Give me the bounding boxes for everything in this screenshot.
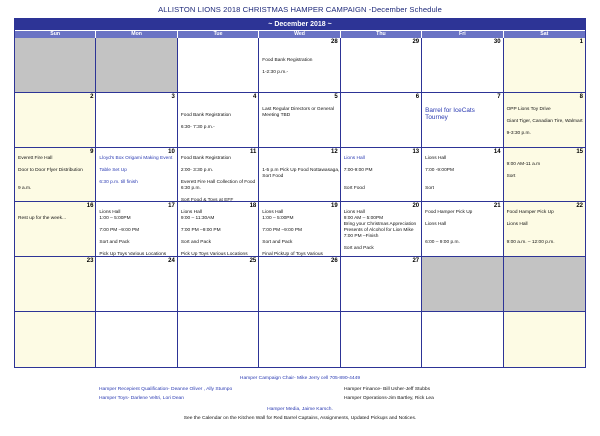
- calendar-day-cell[interactable]: [178, 202, 259, 257]
- event-line: OPP Lions Toy Drive: [506, 106, 551, 112]
- day-number: 14: [493, 148, 501, 155]
- event-list: [507, 210, 579, 246]
- calendar-day-cell[interactable]: [259, 312, 340, 367]
- calendar-day-cell[interactable]: [504, 93, 585, 148]
- event-line: Food Bank Registration: [180, 155, 231, 161]
- day-number: 9: [90, 148, 94, 155]
- event-list: [180, 155, 256, 203]
- event-list: [18, 156, 89, 192]
- day-number: 28: [331, 39, 338, 45]
- day-number: 7: [497, 93, 501, 100]
- calendar-day-cell[interactable]: [96, 202, 177, 257]
- day-number: 11: [249, 148, 257, 155]
- event-line: Lions Hall: [425, 222, 447, 228]
- event-line: 6:30 p.m. till finish: [99, 179, 138, 185]
- event-line: Sort and Pack: [99, 240, 130, 246]
- event-line: Giant Tiger, Canadian Tire, Walmart: [506, 118, 583, 124]
- event-list: [262, 156, 340, 180]
- event-line: 6:30 p.m.: [180, 185, 201, 191]
- calendar-grid: [15, 38, 585, 367]
- calendar-day-cell[interactable]: [259, 148, 340, 203]
- event-list: [506, 101, 583, 137]
- calendar-day-cell[interactable]: [96, 257, 177, 312]
- event-list: [425, 210, 496, 246]
- event-line: Lions Hall: [99, 210, 121, 216]
- calendar-day-cell[interactable]: [341, 93, 422, 148]
- event-line: Food Hamper Pick Up: [425, 210, 473, 216]
- kitchen-wall-note: See the Calendar on the Kitchen Wall for Red Barrel Captains, Assignments, Updated Pickups and Notices.: [183, 416, 417, 421]
- day-number: 4: [252, 93, 257, 100]
- event-list: [262, 46, 333, 76]
- event-list: [425, 101, 496, 121]
- event-line: Lions Hall: [262, 210, 284, 216]
- event-line: Sort Food & Toys at EFF: [180, 197, 234, 203]
- event-line: 9-3:30 p.m.: [506, 130, 531, 136]
- event-line: 1-2:30 p.m.-: [262, 70, 289, 75]
- calendar-day-cell[interactable]: [178, 38, 259, 93]
- event-line: 9:00 AM – 5:00PM: [343, 216, 384, 222]
- calendar-day-cell[interactable]: [15, 38, 96, 93]
- event-line: Lions Hall: [180, 210, 202, 216]
- day-number: 10: [168, 148, 175, 155]
- event-line: Sort: [506, 173, 516, 179]
- event-list: [181, 210, 252, 257]
- calendar-day-cell[interactable]: [178, 312, 259, 367]
- event-line: 7:00 PM –Finish: [343, 234, 379, 240]
- event-line: Sort Food: [262, 173, 284, 179]
- weekday-thu: Thu: [341, 31, 422, 38]
- calendar-day-cell[interactable]: [341, 148, 422, 203]
- event-line: Lions Hall: [425, 155, 447, 161]
- event-line: Last Regular Directors or General: [262, 106, 334, 112]
- page-title: ALLISTON LIONS 2018 CHRISTMAS HAMPER CAMPAIGN -December Schedule: [158, 5, 442, 14]
- event-list: [425, 156, 496, 203]
- event-line: Everett Fire Hall: [18, 155, 53, 161]
- event-line: Food Bank Registration: [180, 112, 231, 118]
- event-line: 1-5 p.m Pick Up Food Nottawasaga,: [262, 167, 340, 173]
- day-number: 3: [171, 93, 175, 100]
- weekday-wed: Wed: [259, 31, 340, 38]
- event-line: Lloyd's Box Origami Making Event: [99, 155, 173, 161]
- event-line: Presents of Alcohol for Lion Mike: [343, 228, 414, 234]
- event-list: [18, 210, 89, 222]
- event-line: Door to Door Flyer Distribution: [18, 167, 83, 173]
- hamper-toys: Hamper Toys- Darlene Veltri, Lori Dean: [99, 396, 184, 401]
- day-number: 1: [579, 39, 583, 45]
- calendar-day-cell[interactable]: [15, 312, 96, 367]
- event-line: Pick Up Toys Various Locations: [180, 252, 248, 258]
- calendar-day-cell[interactable]: [422, 148, 503, 203]
- day-number: 5: [334, 93, 338, 100]
- calendar-day-cell[interactable]: [259, 202, 340, 257]
- day-number: 6: [415, 93, 420, 100]
- day-number: 22: [576, 203, 583, 210]
- event-list: [99, 210, 170, 257]
- weekday-header: [15, 30, 585, 38]
- event-line: 1:00 – 5:00PM: [262, 216, 294, 222]
- calendar-day-cell[interactable]: [96, 93, 177, 148]
- event-line: 1:00 – 5:00PM: [99, 216, 131, 222]
- calendar-day-cell[interactable]: [504, 312, 585, 367]
- event-line: 2:00- 3:30 p.m.: [180, 167, 214, 173]
- event-line: Sort Food: [343, 185, 365, 191]
- calendar-day-cell[interactable]: [504, 257, 585, 312]
- event-line: Food Bank Registration: [262, 58, 313, 63]
- calendar-day-cell[interactable]: [422, 202, 503, 257]
- day-number: 26: [331, 258, 338, 265]
- campaign-chair: Hamper Campaign Chair- Mike Jerry cell 705-890-4449: [239, 376, 361, 381]
- day-number: 24: [168, 258, 175, 265]
- event-line: 7:00-9:00 PM: [343, 167, 373, 173]
- event-line: Pick Up Toys Various Locations: [99, 252, 167, 258]
- event-line: Barrel for IceCats Tourney: [425, 106, 475, 121]
- event-line: Rest up for the week...: [18, 216, 66, 222]
- calendar-day-cell[interactable]: [15, 148, 96, 203]
- day-number: 15: [576, 148, 583, 155]
- day-number: 12: [331, 148, 338, 155]
- event-line: 7:00 PM –9:00 PM: [99, 228, 140, 234]
- calendar-day-cell[interactable]: [178, 257, 259, 312]
- calendar-day-cell[interactable]: [96, 148, 177, 203]
- day-number: 8: [579, 93, 583, 100]
- event-line: 9 a.m.: [18, 185, 32, 191]
- event-list: [99, 155, 173, 186]
- day-number: 13: [412, 148, 420, 155]
- event-list: [262, 210, 333, 257]
- calendar-day-cell[interactable]: [422, 312, 503, 367]
- event-line: Food Hamper Pick Up: [506, 210, 554, 216]
- day-number: 17: [168, 203, 175, 210]
- calendar-day-cell[interactable]: [341, 312, 422, 367]
- event-line: Lions Hall: [506, 222, 528, 228]
- event-list: [344, 156, 415, 192]
- day-number: 25: [249, 258, 257, 265]
- calendar-day-cell[interactable]: [341, 202, 422, 257]
- event-line: Everett Fire Hall Collection of Food: [180, 179, 256, 185]
- day-number: 21: [493, 203, 501, 210]
- event-list: [181, 101, 252, 131]
- calendar-day-cell[interactable]: [422, 38, 503, 93]
- calendar-day-cell[interactable]: [341, 257, 422, 312]
- event-line: Lions Hall: [343, 155, 365, 161]
- weekday-sat: Sat: [540, 31, 549, 37]
- day-number: 30: [493, 39, 501, 45]
- month-label: ~ December 2018 ~: [15, 19, 585, 30]
- day-number: 16: [86, 203, 94, 210]
- calendar-day-cell[interactable]: [15, 257, 96, 312]
- calendar-day-cell[interactable]: [504, 148, 585, 203]
- calendar-day-cell[interactable]: [259, 38, 340, 93]
- event-line: 7:00 PM –9:00 PM: [180, 228, 221, 234]
- day-number: 23: [86, 258, 94, 265]
- event-line: Sort: [425, 185, 434, 191]
- calendar-day-cell[interactable]: [259, 257, 340, 312]
- event-line: 9:00 – 11:30AM: [180, 216, 215, 222]
- event-line: 9:00 AM-11 a.m: [506, 161, 541, 167]
- event-line: 7:00 -9:00PM: [425, 167, 454, 173]
- event-line: 9:00 a.m. – 12:00 p.m.: [506, 240, 555, 246]
- day-number: 18: [249, 203, 257, 210]
- day-number: 19: [331, 203, 338, 210]
- weekday-sun: Sun: [15, 31, 96, 38]
- event-list: [344, 210, 415, 252]
- calendar-day-cell[interactable]: [15, 202, 96, 257]
- calendar-day-cell[interactable]: [96, 312, 177, 367]
- event-line: Lions Hall: [343, 210, 365, 216]
- event-line: Table Set Up: [99, 167, 127, 173]
- calendar-day-cell[interactable]: [341, 38, 422, 93]
- weekday-mon: Mon: [96, 31, 177, 38]
- hamper-operations: Hamper Operations-Jim Bartley, Rick Lea: [344, 396, 434, 401]
- event-list: [507, 156, 579, 203]
- event-line: 6:30- 7:30 p.m.-: [180, 124, 215, 130]
- day-number: 29: [412, 39, 420, 45]
- day-number: 2: [90, 93, 94, 100]
- calendar-day-cell[interactable]: [259, 93, 340, 148]
- event-line: Sort and Pack: [180, 240, 211, 246]
- event-list: [262, 101, 333, 119]
- calendar: [14, 18, 586, 368]
- calendar-day-cell[interactable]: [504, 38, 585, 93]
- event-line: 7:00 PM –9:00 PM: [262, 228, 303, 234]
- hamper-media: Hamper Media, Jaime Karsch.: [267, 407, 333, 412]
- event-line: Meeting TBD: [262, 112, 291, 118]
- calendar-day-cell[interactable]: [178, 93, 259, 148]
- calendar-day-cell[interactable]: [15, 93, 96, 148]
- weekday-tue: Tue: [178, 31, 259, 38]
- event-line: Bring your Christmas Appreciation: [343, 222, 417, 228]
- day-number: 20: [412, 203, 420, 210]
- calendar-day-cell[interactable]: [422, 93, 503, 148]
- weekday-fri: Fri: [422, 31, 503, 38]
- day-number: 27: [412, 258, 420, 265]
- event-line: Sort and Pack: [343, 246, 374, 252]
- calendar-day-cell[interactable]: [178, 148, 259, 203]
- event-line: Sort and Pack: [262, 240, 293, 246]
- event-line: Final PickUp of Toys Various: [262, 252, 323, 258]
- recipient-qualification: Hamper Recepient Qualification- Deanne Oliver , Ally Stumpo: [99, 387, 233, 392]
- event-line: 6:00 – 9:00 p.m.: [425, 240, 460, 246]
- calendar-day-cell[interactable]: [96, 38, 177, 93]
- calendar-day-cell[interactable]: [504, 202, 585, 257]
- calendar-day-cell[interactable]: [422, 257, 503, 312]
- hamper-finance: Hamper Finance- Bill Usher-Jeff Stubbs: [344, 387, 431, 392]
